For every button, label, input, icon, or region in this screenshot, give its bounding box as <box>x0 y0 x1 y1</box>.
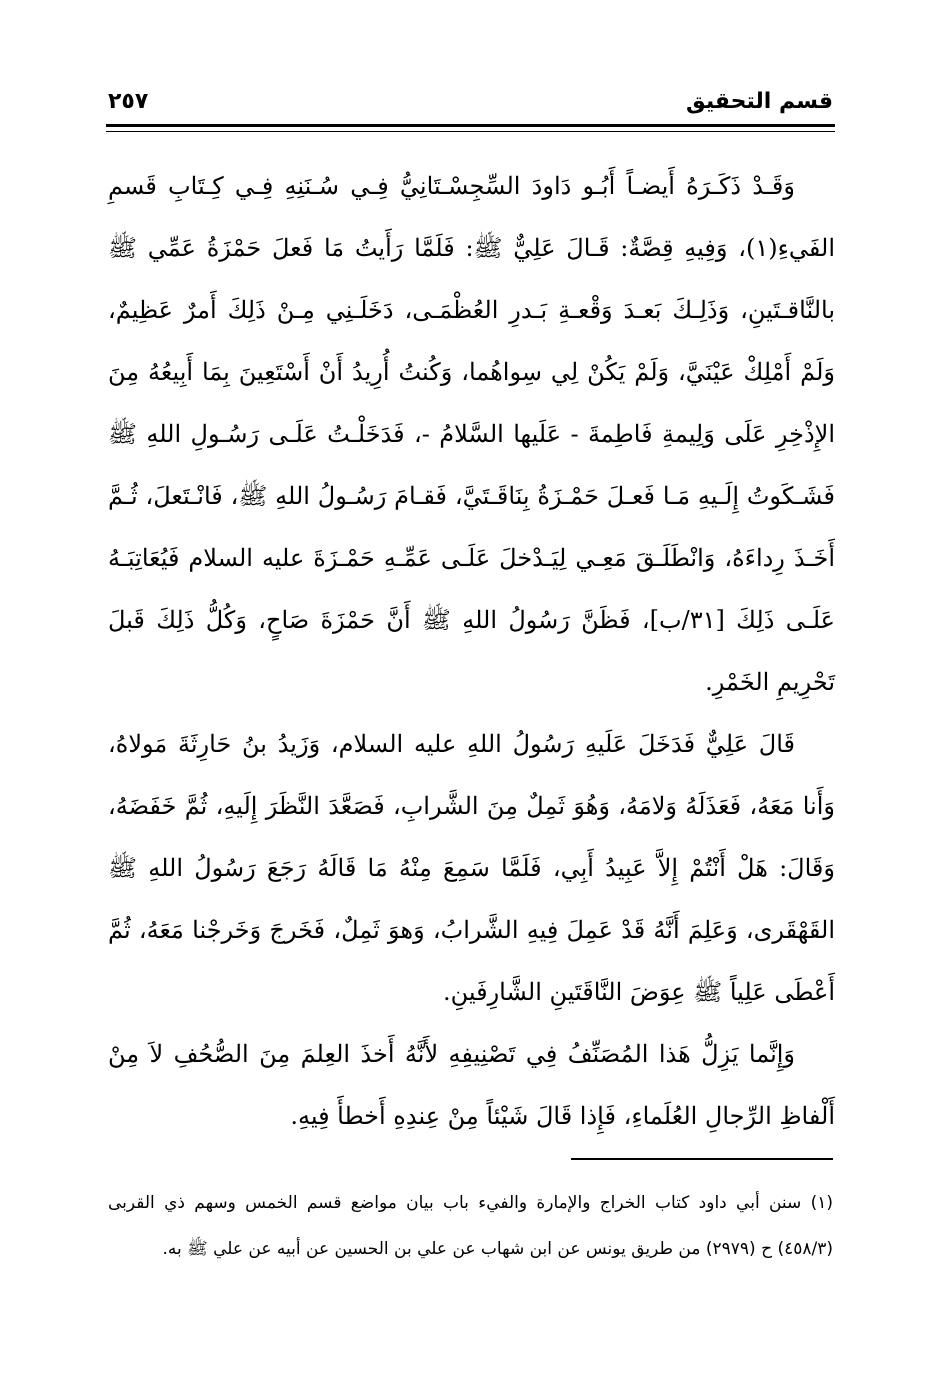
header-rule-thick <box>106 124 835 127</box>
footnote-separator <box>571 1158 833 1160</box>
paragraph-2: قَالَ عَلِيٌّ فَدَخَلَ عَلَيهِ رَسُولُ اللهِ عليه السلام، وَزَيدُ بنُ حَارِثَةَ مَولاهُ، وَأَنا مَعَهُ، فَعَذَلَهُ وَلامَهُ، وَهُوَ ثَمِلٌ مِنَ الشَّرابِ، فَصَعَّدَ النَّظَرَ إِلَيهِ، ثُمَّ خَفَضَهُ، وَقَالَ: هَلْ أَنْتُمْ إِلاَّ عَبِيدُ أَبِي، فَلَمَّا سَمِعَ مِنْهُ مَا قَالَهُ رَجَعَ رَسُولُ اللهِ ﷺ القَهْقَرى، وَعَلِمَ أَنَّهُ قَدْ عَمِلَ فِيهِ الشَّرابُ، وَهوَ ثَمِلٌ، فَخَرجَ وَخَرجْنا مَعَهُ، ثُمَّ أَعْطَى عَلِياً ﷺ عِوَضَ النَّاقَتَينِ الشَّارِفَينِ. <box>108 730 835 1006</box>
footnote-1: (١) سنن أبي داود كتاب الخراج والإمارة والفيء باب بيان مواضع قسم الخمس وسهم ذي القربى (٤٥٨/٣) ح (٢٩٧٩) من طريق يونس عن ابن شهاب عن علي بن الحسين عن أبيه عن علي ﷺ به. <box>108 1193 833 1259</box>
header-rule-thin <box>106 131 835 132</box>
page-number: ٢٥٧ <box>108 89 149 114</box>
running-header <box>108 86 833 122</box>
section-title: قسم التحقيق <box>686 89 833 114</box>
paragraph-3: وَإِنَّما يَزِلُّ هَذا المُصَنِّفُ فِي تَصْنِيفِهِ لأَنَّهُ أَخذَ العِلمَ مِنَ الصُّحُفِ لاَ مِنْ أَلْفاظِ الرِّجالِ العُلَماءِ، فَإِذا قَالَ شَيْئاً مِنْ عِندِهِ أَخطأَ فِيهِ. <box>108 1040 835 1130</box>
paragraph-1: وَقَـدْ ذَكَـرَهُ أَيضـاً أَبُـو دَاودَ السِّجِسْـتَانِيُّ فِـي سُـنَنِهِ فِـي كِـتَابِ قَسمِ الفَيءِ(١)، وَفِيهِ قِصَّةٌ: قَـالَ عَلِيٌّ ﷺ: فَلَمَّا رَأَيتُ مَا فَعلَ حَمْزَةُ عَمِّي ﷺ بالنَّاقـتَينِ، وَذَلِـكَ بَعـدَ وَقْعـةِ بَـدرِ العُظْمَـى، دَخَلَـنِي مِـنْ ذَلِكَ أَمرٌ عَظِيمٌ، وَلَمْ أَمْلِكْ عَيْنَيَّ، وَلَمْ يَكُنْ لِي سِواهُما، وَكُنتُ أُرِيدُ أَنْ أَسْتَعِينَ بِمَا أَبِيعُهُ مِنَ الإِذْخِرِ عَلَى وَلِيمةِ فَاطِمةَ - عَلَيها السَّلامُ -، فَدَخَلْـتُ عَلَـى رَسُـولِ اللهِ ﷺ فَشَـكَوتُ إِلَـيهِ مَـا فَعـلَ حَمْـزَةُ بِنَاقَـتَيَّ، فَقـامَ رَسُـولُ اللهِ ﷺ، فَانْـتَعلَ، ثُـمَّ أَخَـذَ رِداءَهُ، وَانْطَلَـقَ مَعِـي لِيَـدْخلَ عَلَـى عَمِّـهِ حَمْـزَةَ عليه السلام فَيُعَاتِبَـهُ عَلَـى ذَلِكَ [٣١/ب]، فَظَنَّ رَسُولُ اللهِ ﷺ أَنَّ حَمْزَةَ صَاحٍ، وَكُلُّ ذَلِكَ قَبلَ تَحْرِيمِ الخَمْرِ. <box>108 172 835 696</box>
footnotes <box>108 1180 833 1272</box>
main-text <box>108 155 835 1147</box>
